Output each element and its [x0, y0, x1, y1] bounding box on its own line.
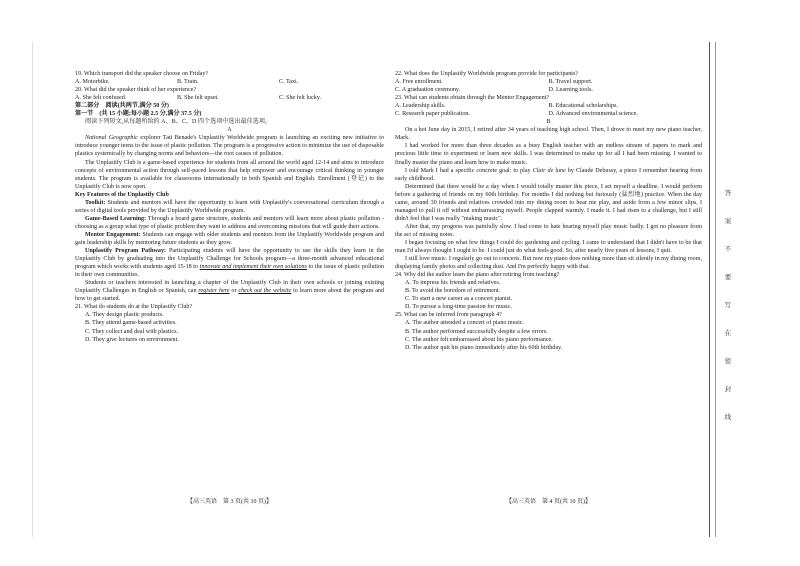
question-23: 23. What can students obtain through the Mentor Engagement? — [395, 95, 550, 102]
option: D. To pursue a long-time passion for music. — [405, 304, 512, 311]
question-20: 20. What did the speaker think of her experience? — [75, 87, 197, 94]
seal-line-notice — [722, 180, 734, 432]
paragraph-text: explorer Tati Benade's Unplastify Worldwide program is launching an exciting new initiative to introduce younger teens to the issue of plastic pollution. The program is a progressive action to minimize the use of disposable plastics systemically by changing norms and behaviors—the root causes of pollution. — [75, 135, 384, 158]
feature-title: Mentor Engagement: — [85, 231, 141, 238]
seal-char: 线 — [724, 414, 732, 421]
feature-text: Students can engage with older students and mentors from the Unplastify Worldwide program and gain leadership skills by mentoring future students as they grow. — [75, 231, 384, 246]
register-link: register here — [198, 288, 230, 295]
feature-text: Students and mentors will have the opportunity to learn with Unplastify's conversational curriculum through a series of digital tools provided by the Unplastify Worldwide program. — [75, 199, 384, 214]
question-23-options — [395, 102, 702, 110]
passage-b-label: B — [546, 119, 551, 126]
option: D. Advanced environmental science. — [548, 111, 639, 118]
question-22-options — [395, 86, 702, 94]
option: B. She felt upset. — [176, 95, 219, 102]
option: A. Leadership skills. — [395, 103, 446, 110]
option: C. Taxi. — [278, 79, 299, 86]
passage-b-paragraph-1: On a hot June day in 2015, I retired after 34 years of teaching high school. Then, I drove to meet my new piano teacher, Mark. — [395, 127, 702, 142]
feature-pathway — [75, 247, 384, 279]
option: B. Travel support. — [548, 79, 593, 86]
instruction: 阅读下列短文,从每题所给的 A、B、C、D 四个选项中选出最佳选项。 — [85, 119, 272, 126]
feature-text: to the issue of plastic pollution in their own communities. — [75, 264, 384, 279]
seal-char: 在 — [724, 330, 732, 337]
magazine-name: National Geographic — [85, 135, 138, 142]
question-19: 19. Which transport did the speaker choose on Friday? — [75, 71, 209, 77]
left-column — [75, 70, 384, 344]
option: D. Learning tools. — [548, 87, 593, 94]
option: A. Motorbike. — [75, 79, 110, 86]
passage-a-paragraph-1 — [75, 134, 384, 158]
option: A. They design plastic products. — [85, 312, 164, 319]
option: C. To start a new career as a concert pianist. — [405, 296, 513, 303]
seal-char: 答 — [724, 190, 732, 197]
question-23-options — [395, 110, 702, 118]
option: C. Research paper publication. — [395, 111, 470, 118]
option: A. To impress his friends and relatives. — [405, 280, 501, 287]
question-24: 24. Why did the author learn the piano after retiring from teaching? — [395, 272, 560, 279]
passage-a-label: A — [227, 127, 232, 134]
feature-text: Participating students will have the opportunity to use the skills they learn in the Unplastify Club by graduating into the Unplastify Challenge for Schools program—a three-month advanced educational program which works with students aged 15-18 to — [75, 248, 384, 271]
seal-char: 要 — [724, 274, 732, 281]
closing-text: to learn more about the program and how to get started. — [75, 288, 385, 303]
part-2-heading: 第二部分 阅读(共两节,满分 50 分) — [75, 103, 169, 110]
question-22: 22. What does the Unplastify Worldwide program provide for participants? — [395, 71, 579, 77]
question-25: 25. What can be inferred from paragraph 4? — [395, 312, 502, 319]
closing-paragraph — [75, 279, 384, 303]
option: C. A graduation ceremony. — [395, 87, 461, 94]
feature-toolkit — [75, 199, 384, 215]
option: B. To avoid the boredom of retirement. — [405, 288, 501, 295]
seal-char: 不 — [724, 246, 732, 253]
page-footer-left: 【高三英语 第 3 页(共 10 页)】 — [187, 499, 272, 505]
option: B. Train. — [176, 79, 199, 86]
option: C. They collect and deal with plastics. — [85, 328, 178, 335]
feature-title: Unplastify Program Pathway: — [85, 248, 167, 255]
closing-text: Students or teachers interested in launching a chapter of the Unplastify Club in their own schools or joining existing Unplastify Challenges in English or Spanish, can — [75, 280, 384, 295]
page-edge — [32, 42, 33, 537]
option: C. She felt lucky. — [278, 95, 322, 102]
seal-char: 封 — [724, 386, 732, 393]
option: D. They give lectures on environment. — [85, 336, 179, 343]
seal-line-inner — [715, 42, 716, 537]
website-link: check out the website — [238, 288, 292, 295]
paragraph-text: I told Mark I had a specific concrete goal: to play — [405, 167, 533, 174]
option: B. The author performed successfully despite a few errors. — [405, 328, 548, 335]
features-heading: Key Features of the Unplastify Club — [75, 191, 169, 198]
option: A. She felt confused. — [75, 95, 127, 102]
passage-b-paragraph-2: I had worked for more than three decades as a busy English teacher with an endless stream of papers to mark and precious little time to experiment or learn new skills. I was determined to make up for all I had been missing. I wanted to finally master the piano and learn how to make music. — [395, 143, 702, 166]
seal-char: 密 — [724, 358, 732, 365]
passage-b-paragraph-6: I began focusing on what few things I could do: gardening and cycling. I came to understand that I didn't have to be that man I'd always thought I ought to be. I could just do what feels good. So, after nearly five years of lessons, I quit. — [395, 239, 702, 255]
feature-game-based — [75, 215, 384, 231]
passage-a-paragraph-2: The Unplastify Club is a game-based experience for students from all around the world aged 12-14 and aims to introduce concepts of environmental action through self-paced lessons that help empower and encourage critical thinking in younger students. The program is available for classrooms internationally in both Spanish and English. Enrollment (登记) to the Unplastify Club is now open. — [75, 159, 384, 190]
paragraph-text: by Claude Debussy, a piece I remember hearing from early childhood. — [395, 167, 702, 182]
passage-b-paragraph-4: Determined that there would be a day when I would totally master this piece, I set myself a deadline. I would perform before a gathering of friends on my 60th birthday. For months I did nothing but furiously (猛烈地) practice. When the day came, around 30 friends and relatives crowded into my dining room to hear me play, and aside from a few minor slips, I managed to pull it off without embarrassing myself. People clapped warmly. I made it. I had risen to a challenge, but I still didn't feel that I was really "making music". — [395, 183, 702, 222]
option: B. Educational scholarships. — [548, 103, 618, 110]
option: C. The author felt embarrassed about his piano performance. — [405, 336, 553, 343]
question-21: 21. What do students do at the Unplastify Club? — [75, 304, 193, 311]
option: D. The author quit his piano immediately after his 60th birthday. — [405, 344, 563, 351]
question-19-options — [75, 78, 384, 86]
page-footer-right: 【高三英语 第 4 页(共 10 页)】 — [506, 499, 591, 505]
seal-char: 案 — [724, 218, 732, 225]
feature-title: Game-Based Learning: — [85, 215, 147, 222]
question-20-options — [75, 94, 384, 102]
question-22-options — [395, 78, 702, 86]
feature-title: Toolkit: — [85, 199, 106, 206]
feature-text: Through a board game structure, students and mentors will learn more about plastic pollution - choosing as a group what type of plastic problem they want to address and overcoming missions that will guide their actions. — [75, 215, 385, 230]
feature-mentor — [75, 231, 384, 247]
seal-line — [709, 42, 710, 537]
passage-b-paragraph-7: I still love music. I regularly go out to concerts. But now my piano does nothing more than sit silently in my dining room, displaying family photos and collecting dust. And I'm perfectly happy with that. — [395, 256, 702, 271]
passage-b-paragraph-5: After that, my progress was painfully slow. I had come to hate hearing myself play music badly. I got no pleasure from the act of missing notes. — [395, 223, 702, 238]
passage-b-paragraph-3 — [395, 167, 702, 183]
option: B. They attend game-based activities. — [85, 320, 177, 327]
seal-char: 写 — [724, 302, 732, 309]
underlined-phrase: innovate and implement their own solutions — [199, 264, 307, 271]
closing-text: or — [229, 288, 239, 295]
section-1-heading: 第一节 (共 15 小题;每小题 2.5 分,满分 37.5 分) — [75, 111, 202, 118]
piece-title: Clair de lune — [532, 167, 566, 174]
right-column — [395, 70, 702, 352]
option: A. The author attended a concert of piano music. — [405, 320, 525, 327]
option: A. Free enrollment. — [395, 79, 443, 86]
